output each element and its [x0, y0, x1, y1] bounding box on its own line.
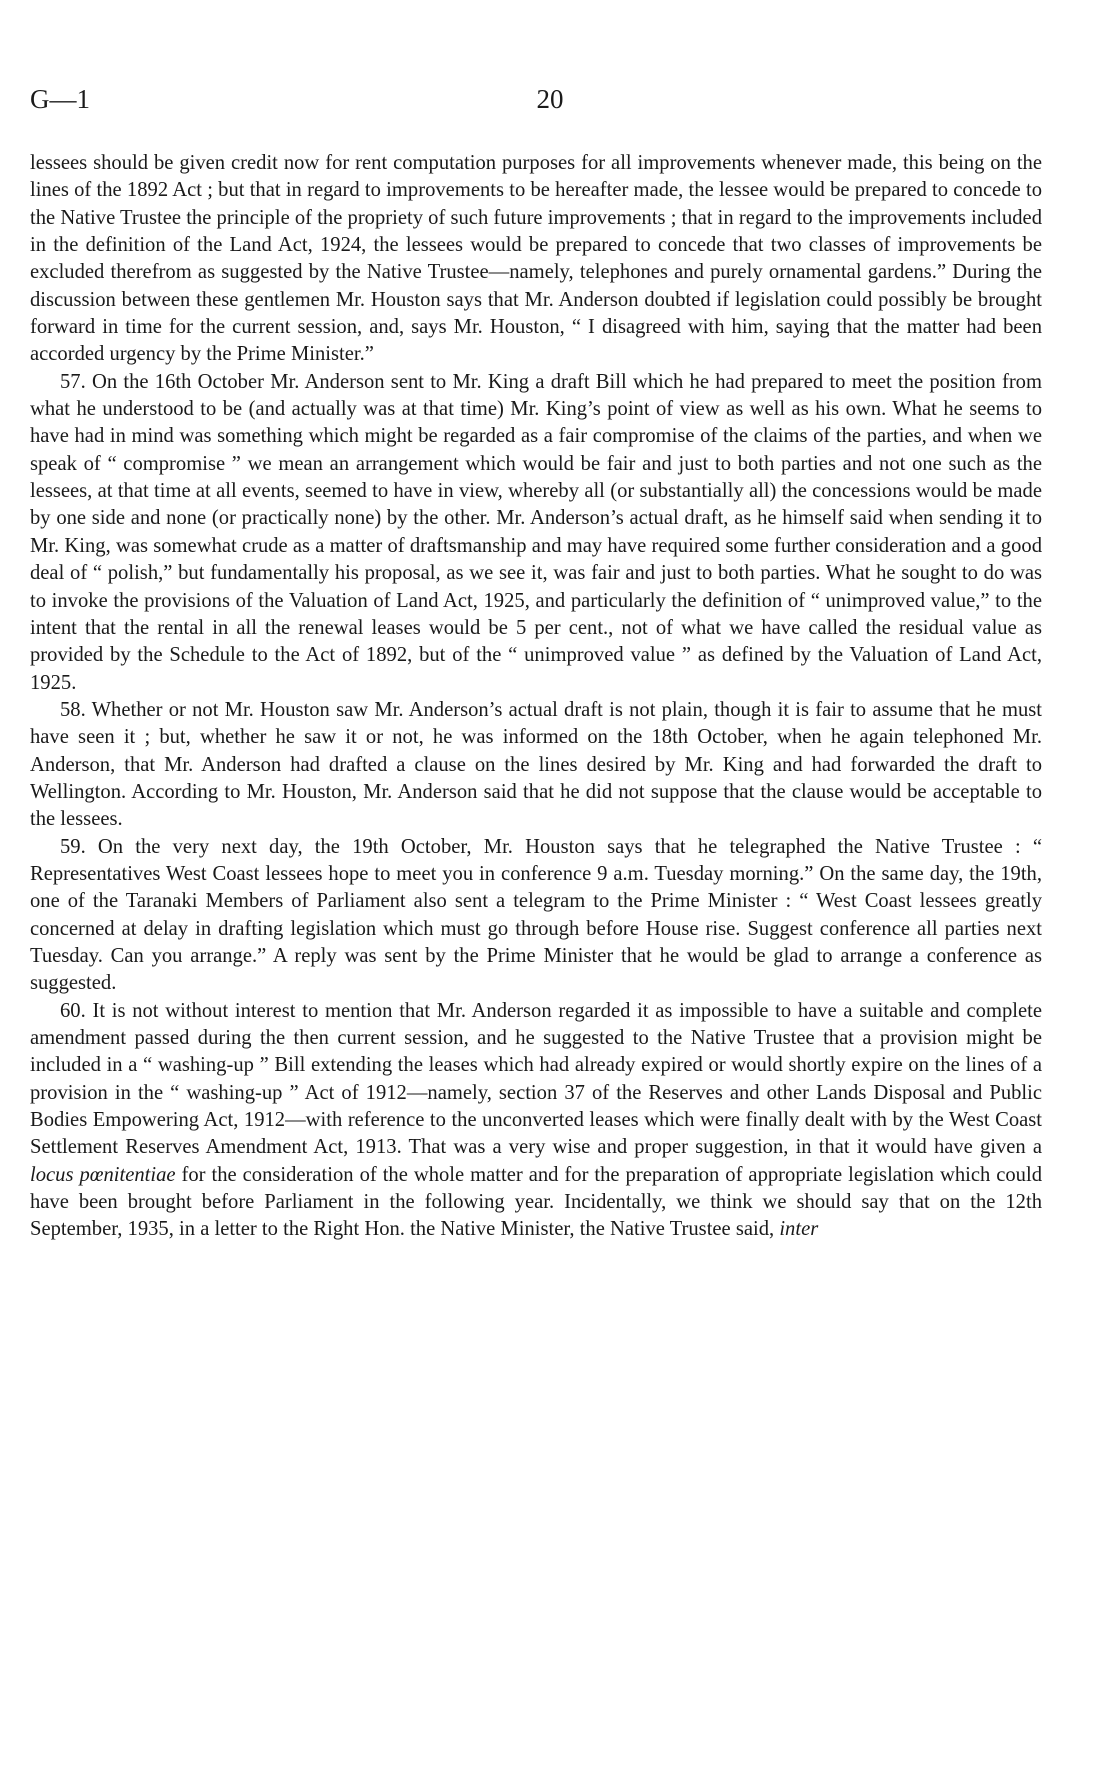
- paragraph-continuation: lessees should be given credit now for rent computation purposes for all improvements whenever made, this being on the lines of the 1892 Act ; but that in regard to improvements to be hereafter made, the lessee would be prepared to concede to the Native Trustee the principle of the propriety of such future improvements ; that in regard to the improvements included in the definition of the Land Act, 1924, the lessees would be prepared to concede that two classes of improvements be excluded therefrom as suggested by the Native Trustee—namely, telephones and purely ornamental gardens.” During the discussion between these gentlemen Mr. Houston says that Mr. Anderson doubted if legislation could possibly be brought forward in time for the current session, and, says Mr. Houston, “ I disagreed with him, saying that the matter had been accorded urgency by the Prime Minister.”: [30, 152, 1042, 366]
- paragraph-59: 59. On the very next day, the 19th October, Mr. Houston says that he telegraphed the Native Trustee : “ Representatives West Coast lessees hope to meet you in conference 9 a.m. Tuesday morning.” On the same day, the 19th, one of the Taranaki Members of Parliament also sent a telegram to the Prime Minister : “ West Coast lessees greatly concerned at delay in drafting legislation which must go through before House rise. Suggest conference all parties next Tuesday. Can you arrange.” A reply was sent by the Prime Minister that he would be glad to arrange a conference as suggested.: [30, 835, 1042, 995]
- document-page: [30, 0, 1042, 1779]
- body-text: [30, 150, 1042, 1244]
- paragraph-58: 58. Whether or not Mr. Houston saw Mr. Anderson’s actual draft is not plain, though it is fair to assume that he must have seen it ; but, whether he saw it or not, he was informed on the 18th October, when he again telephoned Mr. Anderson, that Mr. Anderson had drafted a clause on the lines desired by Mr. King and had forwarded the draft to Wellington. According to Mr. Houston, Mr. Anderson said that he did not suppose that the clause would be acceptable to the lessees.: [30, 698, 1042, 831]
- paragraph-60-text-1: 60. It is not without interest to mention that Mr. Anderson regarded it as impossible to have a suitable and complete amendment passed during the then current session, and he suggested to the Native Trustee that a provision might be included in a “ washing-up ” Bill extending the leases which had already expired or would shortly expire on the lines of a provision in the “ washing-up ” Act of 1912—namely, section 37 of the Reserves and other Lands Disposal and Public Bodies Empowering Act, 1912—with reference to the unconverted leases which were finally dealt with by the West Coast Settlement Reserves Amendment Act, 1913. That was a very wise and proper suggestion, in that it would have given a: [30, 999, 1042, 1159]
- paragraph-60-italic-inter: inter: [779, 1218, 819, 1241]
- page-header: [30, 84, 1042, 124]
- paragraph-60-italic-locus: locus pœnitentiae: [30, 1163, 176, 1186]
- document-code: G—1: [30, 84, 90, 114]
- paragraph-57: 57. On the 16th October Mr. Anderson sent to Mr. King a draft Bill which he had prepared to meet the position from what he understood to be (and actually was at that time) Mr. King’s point of view as well as his own. What he seems to have had in mind was something which might be regarded as a fair compromise of the claims of the parties, and when we speak of “ compromise ” we mean an arrangement which would be fair and just to both parties and not one such as the lessees, at that time at all events, seemed to have in view, whereby all (or substantially all) the concessions would be made by one side and none (or practically none) by the other. Mr. Anderson’s actual draft, as he himself said when sending it to Mr. King, was somewhat crude as a matter of draftsmanship and may have required some further consideration and a good deal of “ polish,” but fundamentally his proposal, as we see it, was fair and just to both parties. What he sought to do was to invoke the provisions of the Valuation of Land Act, 1925, and particularly the definition of “ unimproved value,” to the intent that the rental in all the renewal leases would be 5 per cent., not of what we have called the residual value as provided by the Schedule to the Act of 1892, but of the “ unimproved value ” as defined by the Valuation of Land Act, 1925.: [30, 370, 1042, 694]
- page-number: 20: [536, 84, 564, 114]
- paragraph-60: [30, 998, 1042, 1244]
- paragraph-60-text-2: for the consideration of the whole matter and for the preparation of appropriate legislation which could have been brought before Parliament in the following year. Incidentally, we think we should say that on the 12th September, 1935, in a letter to the Right Hon. the Native Minister, the Native Trustee said,: [30, 1163, 1042, 1241]
